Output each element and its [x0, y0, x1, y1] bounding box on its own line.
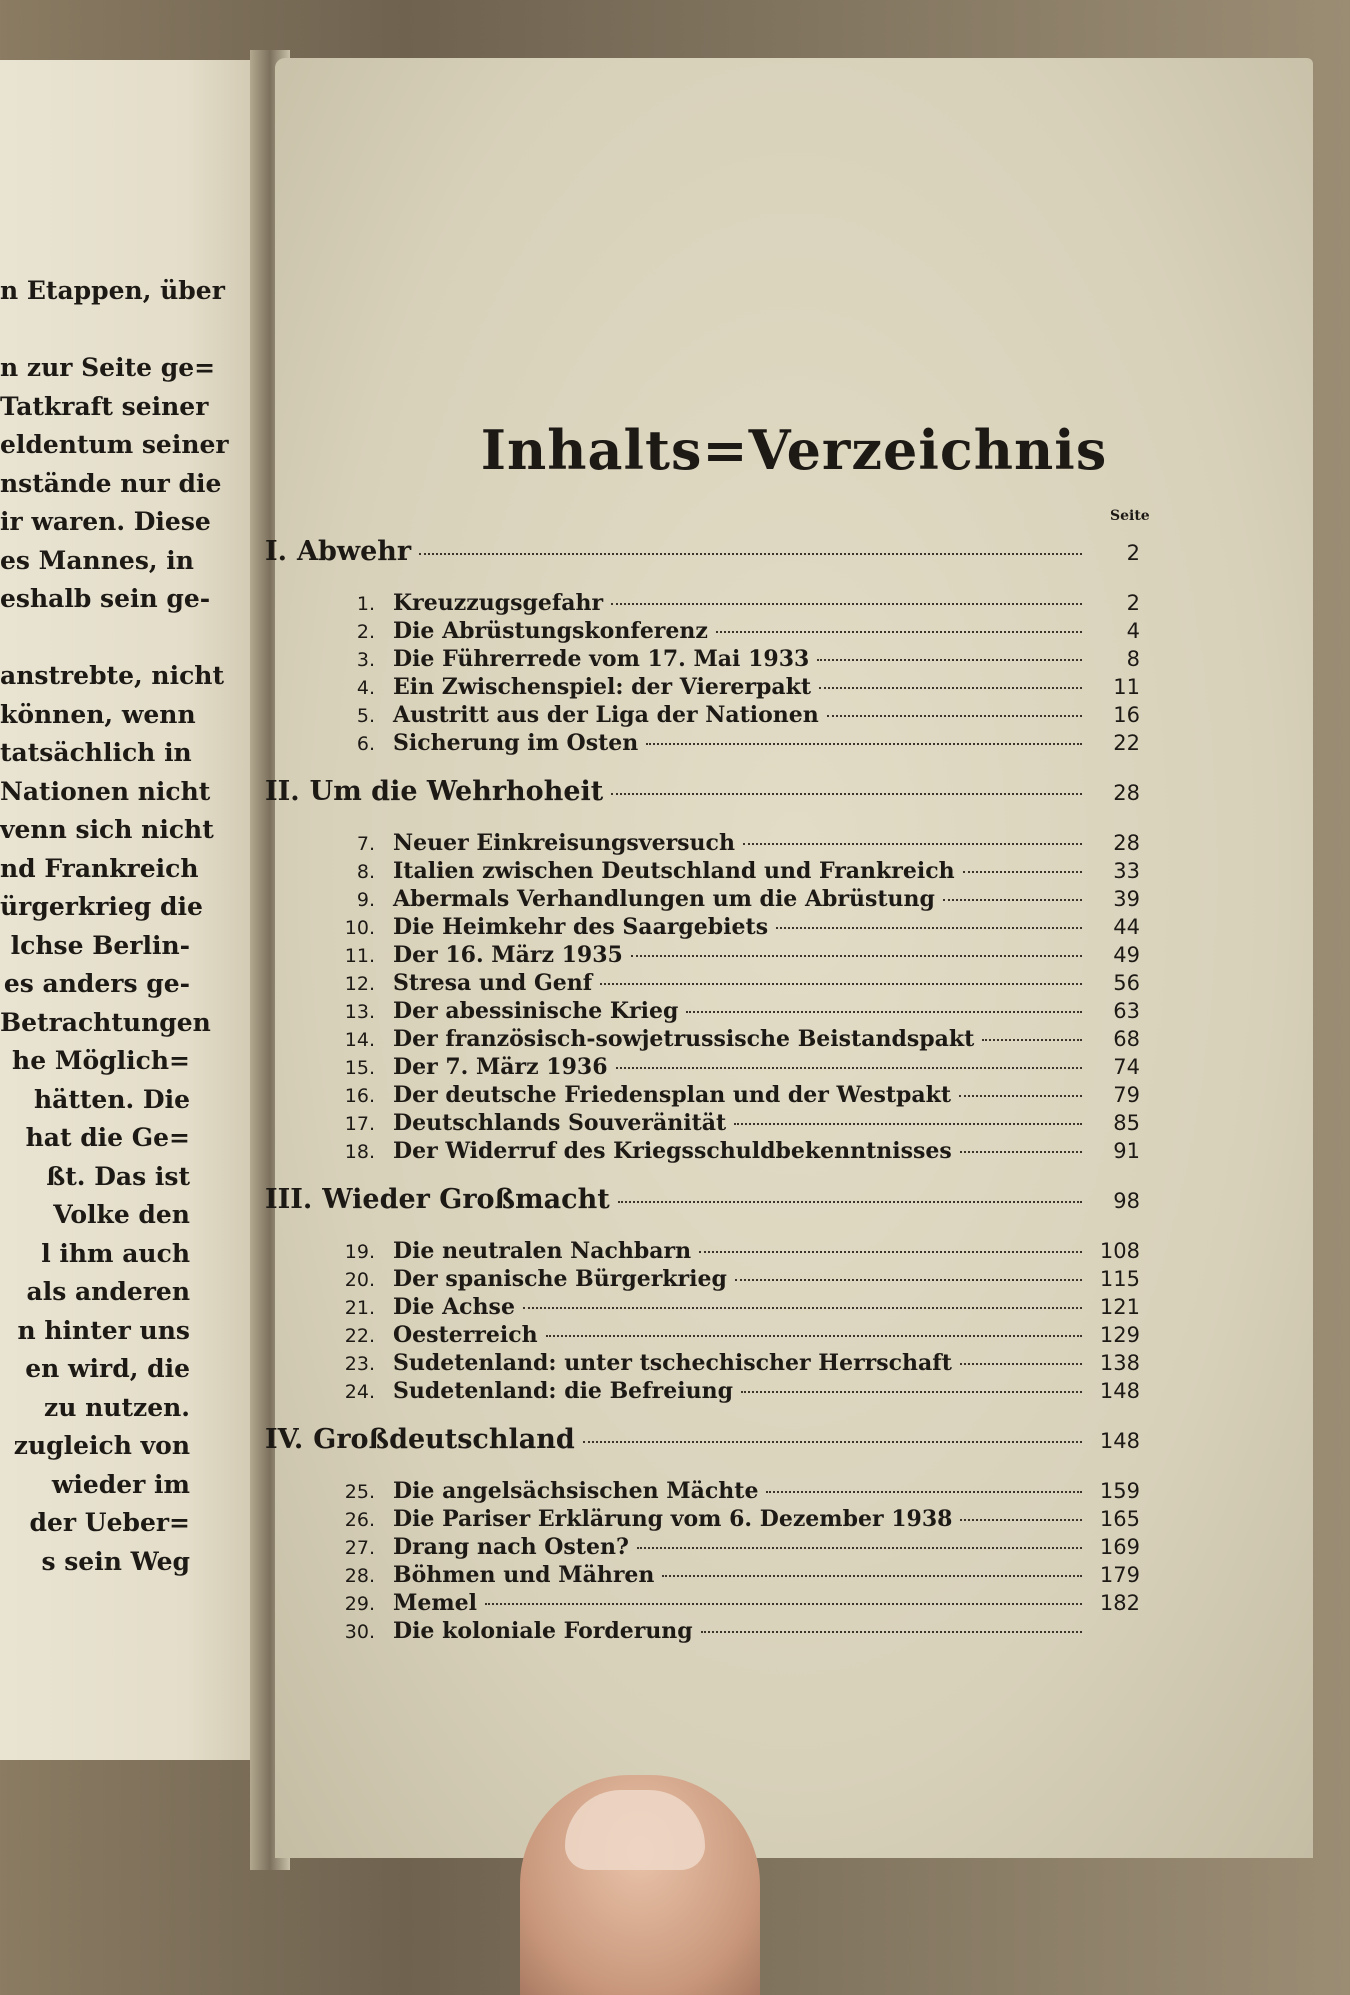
page-number: 16 [1113, 703, 1140, 727]
entry-number: 11. [344, 945, 375, 967]
page-column-label: Seite [1110, 508, 1150, 524]
leader-dots [817, 659, 1082, 661]
entry-title: Italien zwischen Deutschland und Frankreich [393, 858, 955, 884]
toc-section [265, 1424, 1140, 1468]
spacer [265, 580, 1140, 590]
page-number: 182 [1099, 1591, 1140, 1615]
toc-entry [265, 886, 1140, 914]
toc-section [265, 536, 1140, 580]
spacer [265, 1646, 1140, 1656]
entry-title: Die Achse [393, 1294, 515, 1320]
toc-entry [265, 1322, 1140, 1350]
entry-title: Der französisch-sowjetrussische Beistandspakt [393, 1026, 975, 1052]
entry-title: Drang nach Osten? [393, 1534, 629, 1560]
toc-section [265, 776, 1140, 820]
leader-dots [819, 687, 1082, 689]
section-title: Um die Wehrhoheit [309, 776, 604, 807]
entry-number: 16. [344, 1085, 375, 1107]
leader-dots [686, 1011, 1082, 1013]
leader-dots [546, 1335, 1082, 1337]
text-line: Nationen nicht [0, 776, 211, 806]
text-line: ürgerkrieg die [0, 892, 203, 921]
toc-entry [265, 702, 1140, 730]
toc-entry [265, 674, 1140, 702]
text-line: können, wenn [0, 699, 196, 729]
text-line [0, 619, 190, 658]
page-number: 138 [1099, 1351, 1140, 1375]
entry-title: Austritt aus der Liga der Nationen [393, 702, 819, 728]
leader-dots [716, 631, 1082, 633]
page-number: 44 [1113, 915, 1140, 939]
leader-dots [776, 927, 1082, 929]
page-number: 49 [1113, 943, 1140, 967]
page-number: 74 [1113, 1055, 1140, 1079]
text-line: lchse Berlin- [10, 930, 190, 960]
entry-number: 10. [344, 917, 375, 939]
entry-number: 13. [344, 1001, 375, 1023]
toc-section [265, 1184, 1140, 1228]
page-title: Inhalts=Verzeichnis [480, 418, 1108, 482]
leader-dots [611, 793, 1082, 795]
leader-dots [827, 715, 1082, 717]
text-line: en wird, die [25, 1354, 190, 1383]
leader-dots [600, 983, 1082, 985]
toc-list [265, 528, 1140, 1656]
text-line: hat die Ge= [25, 1123, 190, 1152]
text-line: zu nutzen. [44, 1392, 190, 1422]
page-number: 121 [1099, 1295, 1140, 1319]
leader-dots [637, 1547, 1082, 1549]
entry-title: Ein Zwischenspiel: der Viererpakt [393, 674, 812, 700]
entry-title: Oesterreich [393, 1322, 538, 1348]
entry-title: Kreuzzugsgefahr [393, 590, 604, 616]
leader-dots [662, 1575, 1082, 1577]
page-number: 129 [1099, 1323, 1140, 1347]
leader-dots [734, 1123, 1082, 1125]
entry-title: Der 7. März 1936 [393, 1054, 608, 1080]
section-title: Abwehr [297, 536, 412, 567]
text-line: es anders ge- [3, 969, 190, 998]
text-line: nd Frankreich [0, 853, 199, 883]
entry-number: 12. [344, 973, 375, 995]
entry-title: Der spanische Bürgerkrieg [393, 1266, 727, 1292]
entry-title: Memel [393, 1590, 477, 1616]
entry-number: 2. [356, 621, 375, 643]
toc-entry [265, 1590, 1140, 1618]
entry-title: Deutschlands Souveränität [393, 1110, 727, 1136]
page-number: 56 [1113, 971, 1140, 995]
toc-entry [265, 1478, 1140, 1506]
entry-title: Die neutralen Nachbarn [393, 1238, 692, 1264]
entry-title: Abermals Verhandlungen um die Abrüstung [393, 886, 935, 912]
leader-dots [943, 899, 1082, 901]
page-number: 148 [1099, 1379, 1140, 1403]
toc-entry [265, 942, 1140, 970]
spacer [265, 1468, 1140, 1478]
toc-entry [265, 1138, 1140, 1166]
text-line: s sein Weg [41, 1546, 190, 1576]
toc-entry [265, 1082, 1140, 1110]
spacer [265, 1406, 1140, 1416]
toc-entry [265, 1026, 1140, 1054]
entry-number: 1. [356, 593, 375, 615]
entry-number: 6. [356, 733, 375, 755]
entry-number: 7. [356, 833, 375, 855]
text-line: hätten. Die [33, 1084, 190, 1114]
entry-number: 22. [344, 1325, 375, 1347]
page-number: 98 [1113, 1189, 1140, 1213]
entry-number: 27. [344, 1537, 375, 1559]
entry-number: 26. [344, 1509, 375, 1531]
section-number: I. [265, 536, 288, 567]
text-line: venn sich nicht [0, 815, 214, 844]
toc-entry [265, 970, 1140, 998]
page-number: 148 [1099, 1429, 1140, 1453]
toc-entry [265, 830, 1140, 858]
spacer [265, 820, 1140, 830]
entry-number: 30. [344, 1621, 375, 1643]
toc-entry [265, 1618, 1140, 1646]
leader-dots [618, 1201, 1082, 1203]
leader-dots [960, 1151, 1082, 1153]
entry-title: Stresa und Genf [393, 970, 593, 996]
text-line: Tatkraft seiner [0, 391, 209, 421]
toc-entry [265, 1534, 1140, 1562]
entry-title: Die Abrüstungskonferenz [393, 618, 708, 644]
section-title: Großdeutschland [313, 1424, 575, 1455]
toc-entry [265, 1110, 1140, 1138]
page-number: 11 [1113, 675, 1140, 699]
spacer [265, 758, 1140, 768]
toc-entry [265, 1266, 1140, 1294]
entry-number: 21. [344, 1297, 375, 1319]
spacer [265, 1166, 1140, 1176]
toc-entry [265, 1350, 1140, 1378]
page-number: 33 [1113, 859, 1140, 883]
toc-entry [265, 590, 1140, 618]
leader-dots [959, 1095, 1082, 1097]
page-number: 68 [1113, 1027, 1140, 1051]
leader-dots [419, 553, 1082, 555]
page-number: 179 [1099, 1563, 1140, 1587]
entry-title: Sicherung im Osten [393, 730, 639, 756]
toc-entry [265, 730, 1140, 758]
text-line: n Etappen, über [0, 276, 225, 305]
leader-dots [611, 603, 1082, 605]
entry-title: Der abessinische Krieg [393, 998, 679, 1024]
page-number: 28 [1113, 831, 1140, 855]
page-number: 85 [1113, 1111, 1140, 1135]
entry-number: 24. [344, 1381, 375, 1403]
leader-dots [523, 1307, 1082, 1309]
page-number: 115 [1099, 1267, 1140, 1291]
leader-dots [485, 1603, 1082, 1605]
fingernail [565, 1790, 705, 1870]
text-line: he Möglich= [12, 1046, 190, 1075]
text-line: l ihm auch [41, 1238, 190, 1268]
table-of-contents-page [265, 58, 1313, 1858]
page-number: 159 [1099, 1479, 1140, 1503]
entry-number: 14. [344, 1029, 375, 1051]
leader-dots [631, 955, 1082, 957]
entry-title: Der Widerruf des Kriegsschuldbekenntnisses [393, 1138, 952, 1164]
text-line: zugleich von [13, 1431, 190, 1460]
leader-dots [960, 1519, 1082, 1521]
leader-dots [963, 871, 1082, 873]
text-line: eshalb sein ge- [0, 584, 211, 613]
page-number: 28 [1113, 781, 1140, 805]
section-number: IV. [265, 1424, 304, 1455]
page-number: 4 [1126, 619, 1140, 643]
leader-dots [741, 1391, 1082, 1393]
toc-entry [265, 1294, 1140, 1322]
entry-title: Der 16. März 1935 [393, 942, 623, 968]
leader-dots [646, 743, 1082, 745]
entry-number: 3. [356, 649, 375, 671]
entry-title: Sudetenland: unter tschechischer Herrschaft [393, 1350, 952, 1376]
entry-title: Die koloniale Forderung [393, 1618, 693, 1644]
leader-dots [982, 1039, 1082, 1041]
text-line: als anderen [26, 1277, 190, 1306]
page-number: 8 [1126, 647, 1140, 671]
text-line: Volke den [53, 1200, 190, 1229]
toc-entry [265, 1506, 1140, 1534]
left-page-text [0, 272, 268, 1581]
page-number: 22 [1113, 731, 1140, 755]
toc-entry [265, 858, 1140, 886]
leader-dots [701, 1631, 1082, 1633]
section-number: II. [265, 776, 300, 807]
toc-entry [265, 646, 1140, 674]
entry-number: 29. [344, 1593, 375, 1615]
entry-number: 25. [344, 1481, 375, 1503]
page-number: 108 [1099, 1239, 1140, 1263]
toc-entry [265, 1562, 1140, 1590]
left-book-page [0, 60, 268, 1760]
toc-entry [265, 914, 1140, 942]
entry-title: Die Führerrede vom 17. Mai 1933 [393, 646, 810, 672]
entry-number: 9. [356, 889, 375, 911]
text-line: nstände nur die [0, 468, 222, 498]
entry-number: 18. [344, 1141, 375, 1163]
text-line: n hinter uns [17, 1315, 190, 1345]
leader-dots [766, 1491, 1082, 1493]
toc-entry [265, 1238, 1140, 1266]
entry-title: Sudetenland: die Befreiung [393, 1378, 733, 1404]
entry-number: 5. [356, 705, 375, 727]
leader-dots [735, 1279, 1082, 1281]
text-line: ßt. Das ist [46, 1161, 190, 1191]
entry-number: 17. [344, 1113, 375, 1135]
text-line: es Mannes, in [0, 545, 194, 575]
page-number: 165 [1099, 1507, 1140, 1531]
page-number: 2 [1126, 541, 1140, 565]
section-number: III. [265, 1184, 313, 1215]
text-line: wieder im [51, 1469, 190, 1499]
entry-number: 8. [356, 861, 375, 883]
text-line: Betrachtungen [0, 1007, 211, 1037]
entry-number: 23. [344, 1353, 375, 1375]
leader-dots [960, 1363, 1082, 1365]
entry-title: Der deutsche Friedensplan und der Westpakt [393, 1082, 952, 1108]
toc-entry [265, 1378, 1140, 1406]
leader-dots [699, 1251, 1082, 1253]
leader-dots [583, 1441, 1082, 1443]
page-number: 2 [1126, 591, 1140, 615]
text-line [0, 311, 190, 350]
entry-number: 4. [356, 677, 375, 699]
text-line: der Ueber= [29, 1508, 190, 1537]
entry-number: 20. [344, 1269, 375, 1291]
page-number: 63 [1113, 999, 1140, 1023]
text-line: anstrebte, nicht [0, 661, 225, 690]
text-line: tatsächlich in [0, 738, 192, 767]
page-number: 169 [1099, 1535, 1140, 1559]
page-number: 39 [1113, 887, 1140, 911]
entry-number: 28. [344, 1565, 375, 1587]
leader-dots [743, 843, 1082, 845]
entry-title: Die angelsächsischen Mächte [393, 1478, 759, 1504]
entry-number: 19. [344, 1241, 375, 1263]
entry-title: Die Heimkehr des Saargebiets [393, 914, 769, 940]
entry-title: Neuer Einkreisungsversuch [393, 830, 735, 856]
toc-entry [265, 998, 1140, 1026]
entry-title: Böhmen und Mähren [393, 1562, 655, 1588]
text-line: ir waren. Diese [0, 507, 211, 536]
page-number: 79 [1113, 1083, 1140, 1107]
spacer [265, 1228, 1140, 1238]
text-line: n zur Seite ge= [0, 353, 216, 382]
page-number: 91 [1113, 1139, 1140, 1163]
leader-dots [616, 1067, 1082, 1069]
entry-number: 15. [344, 1057, 375, 1079]
toc-entry [265, 618, 1140, 646]
section-title: Wieder Großmacht [322, 1184, 610, 1215]
toc-entry [265, 1054, 1140, 1082]
entry-title: Die Pariser Erklärung vom 6. Dezember 1938 [393, 1506, 953, 1532]
text-line: eldentum seiner [0, 430, 229, 459]
